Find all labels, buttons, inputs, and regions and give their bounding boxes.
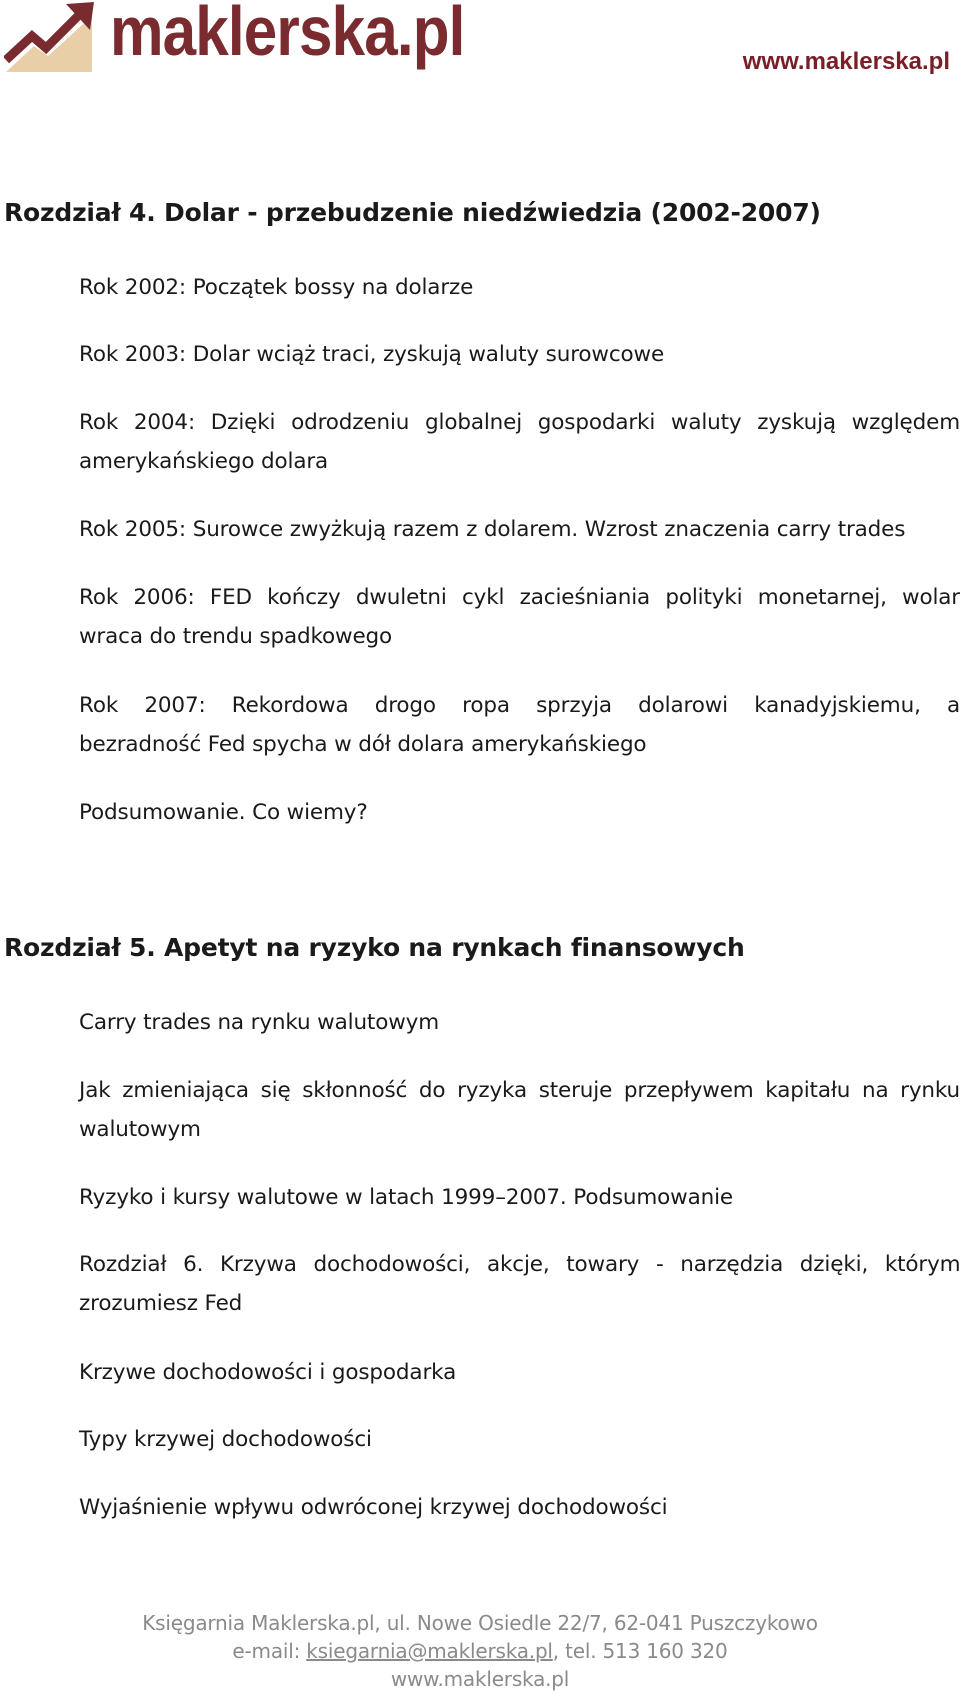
item-line: Typy krzywej dochodowości: [79, 1427, 372, 1452]
item-line: Carry trades na rynku walutowym: [79, 1010, 440, 1035]
page-header: [0, 0, 960, 100]
footer-email-label: e-mail:: [232, 1639, 307, 1663]
list-item: [79, 1353, 960, 1392]
item-line: amerykańskiego dolara: [79, 449, 329, 474]
item-line: Rok 2004: Dzięki odrodzeniu globalnej gospodarki waluty zyskują względem: [79, 410, 960, 435]
item-line: Jak zmieniająca się skłonność do ryzyka steruje przepływem kapitału na rynku: [79, 1078, 960, 1103]
list-item: [79, 578, 960, 656]
list-item: [79, 403, 960, 481]
item-line: Rok 2007: Rekordowa drogo ropa sprzyja dolarowi kanadyjskiemu, a: [79, 693, 960, 718]
list-item: [79, 1178, 960, 1217]
item-line: zrozumiesz Fed: [79, 1291, 243, 1316]
footer-address: Księgarnia Maklerska.pl, ul. Nowe Osiedle 22/7, 62-041 Puszczykowo: [142, 1611, 818, 1635]
logo-chart-icon: [4, 0, 94, 74]
item-line: bezradność Fed spycha w dół dolara amerykańskiego: [79, 732, 647, 757]
item-line: Ryzyko i kursy walutowe w latach 1999–2007. Podsumowanie: [79, 1185, 733, 1210]
list-item: [79, 1488, 960, 1527]
item-line: wraca do trendu spadkowego: [79, 624, 393, 649]
footer-contact: [0, 1637, 960, 1665]
list-item: [79, 1420, 960, 1459]
page-footer: [0, 1609, 960, 1693]
item-line: walutowym: [79, 1117, 201, 1142]
list-item: [79, 1245, 960, 1323]
chapter-title: Rozdział 4. Dolar - przebudzenie niedźwiedzia (2002-2007): [4, 198, 821, 227]
item-line: Rok 2005: Surowce zwyżkują razem z dolarem. Wzrost znaczenia carry trades: [79, 517, 906, 542]
list-item: [79, 335, 960, 374]
item-line: Rok 2002: Początek bossy na dolarze: [79, 275, 474, 300]
list-item: [79, 1071, 960, 1149]
list-item: [79, 1003, 960, 1042]
list-item: [79, 793, 960, 832]
footer-email-link[interactable]: ksiegarnia@maklerska.pl: [306, 1639, 553, 1663]
list-item: [79, 686, 960, 764]
item-line: Rok 2006: FED kończy dwuletni cykl zacieśniania polityki monetarnej, wolar: [79, 585, 960, 610]
list-item: [79, 510, 960, 549]
item-line: Rok 2003: Dolar wciąż traci, zyskują waluty surowcowe: [79, 342, 665, 367]
logo-text: maklerska.pl: [110, 0, 465, 70]
chapter-title: Rozdział 5. Apetyt na ryzyko na rynkach finansowych: [4, 933, 745, 962]
item-line: Rozdział 6. Krzywa dochodowości, akcje, towary - narzędzia dzięki, którym: [79, 1252, 960, 1277]
item-line: Podsumowanie. Co wiemy?: [79, 800, 368, 825]
item-line: Wyjaśnienie wpływu odwróconej krzywej dochodowości: [79, 1495, 668, 1520]
header-url-link[interactable]: www.maklerska.pl: [742, 48, 950, 75]
footer-phone: , tel. 513 160 320: [552, 1639, 728, 1663]
item-line: Krzywe dochodowości i gospodarka: [79, 1360, 457, 1385]
list-item: [79, 268, 960, 307]
footer-url-link[interactable]: www.maklerska.pl: [390, 1667, 570, 1691]
